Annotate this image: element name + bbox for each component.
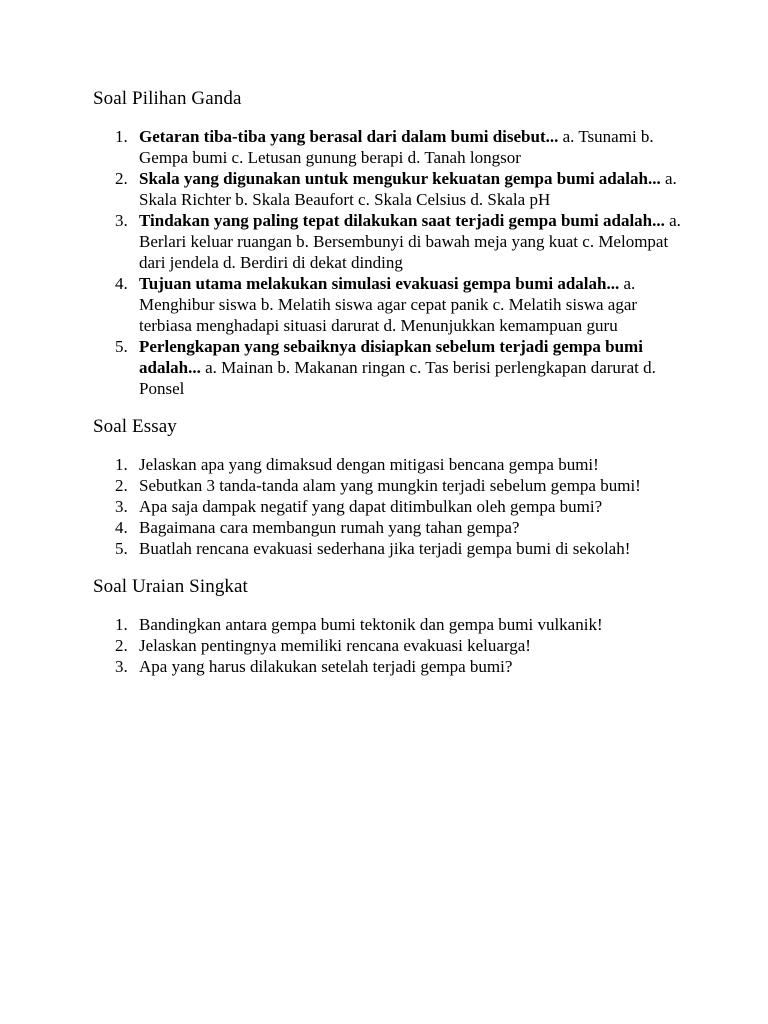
section-heading-essay: Soal Essay: [93, 416, 177, 437]
question-stem: Tindakan yang paling tepat dilakukan saat terjadi gempa bumi adalah...: [139, 211, 665, 230]
list-item: [93, 475, 683, 496]
answer-options: a. Menghibur siswa b. Melatih siswa agar cepat panik c. Melatih siswa agar terbiasa menghadapi situasi darurat d. Menunjukkan kemampuan guru: [139, 274, 638, 335]
question-text: Apa yang harus dilakukan setelah terjadi gempa bumi?: [139, 657, 513, 676]
list-item: [93, 614, 683, 635]
list-item: [93, 168, 683, 210]
question-text: Bagaimana cara membangun rumah yang tahan gempa?: [139, 518, 520, 537]
list-item: [93, 517, 683, 538]
answer-options: a. Mainan b. Makanan ringan c. Tas berisi perlengkapan darurat d. Ponsel: [139, 358, 656, 398]
list-item: [93, 210, 683, 273]
list-item: [93, 656, 683, 677]
document-page: [93, 86, 683, 677]
list-item: [93, 635, 683, 656]
question-text: Sebutkan 3 tanda-tanda alam yang mungkin terjadi sebelum gempa bumi!: [139, 476, 641, 495]
item-number: 5.: [115, 337, 128, 356]
answer-options: a. Skala Richter b. Skala Beaufort c. Skala Celsius d. Skala pH: [139, 169, 677, 209]
list-item: [93, 538, 683, 559]
section-spacer: [93, 399, 683, 414]
question-text: Jelaskan pentingnya memiliki rencana evakuasi keluarga!: [139, 636, 531, 655]
question-text: Apa saja dampak negatif yang dapat ditimbulkan oleh gempa bumi?: [139, 497, 603, 516]
item-number: 3.: [115, 211, 128, 230]
short-answer-list: [93, 614, 683, 677]
list-item: [93, 496, 683, 517]
item-number: 2.: [115, 476, 128, 495]
answer-options: a. Berlari keluar ruangan b. Bersembunyi di bawah meja yang kuat c. Melompat dari jendela d. Berdiri di dekat dinding: [139, 211, 681, 272]
multiple-choice-list: [93, 126, 683, 399]
question-text: Buatlah rencana evakuasi sederhana jika terjadi gempa bumi di sekolah!: [139, 539, 631, 558]
question-stem: Skala yang digunakan untuk mengukur kekuatan gempa bumi adalah...: [139, 169, 661, 188]
question-stem: Tujuan utama melakukan simulasi evakuasi gempa bumi adalah...: [139, 274, 620, 293]
item-number: 1.: [115, 455, 128, 474]
question-stem: Perlengkapan yang sebaiknya disiapkan sebelum terjadi gempa bumi adalah...: [139, 337, 643, 377]
item-number: 5.: [115, 539, 128, 558]
essay-list: [93, 454, 683, 559]
item-number: 4.: [115, 274, 128, 293]
list-item: [93, 126, 683, 168]
list-item: [93, 273, 683, 336]
question-stem: Getaran tiba-tiba yang berasal dari dalam bumi disebut...: [139, 127, 559, 146]
item-number: 4.: [115, 518, 128, 537]
item-number: 3.: [115, 497, 128, 516]
question-text: Bandingkan antara gempa bumi tektonik dan gempa bumi vulkanik!: [139, 615, 603, 634]
item-number: 1.: [115, 127, 128, 146]
answer-options: a. Tsunami b. Gempa bumi c. Letusan gunung berapi d. Tanah longsor: [139, 127, 654, 167]
section-heading-multiple-choice: Soal Pilihan Ganda: [93, 88, 242, 109]
list-item: [93, 454, 683, 475]
question-text: Jelaskan apa yang dimaksud dengan mitigasi bencana gempa bumi!: [139, 455, 599, 474]
item-number: 2.: [115, 169, 128, 188]
section-heading-short-answer: Soal Uraian Singkat: [93, 576, 248, 597]
section-spacer: [93, 559, 683, 574]
item-number: 1.: [115, 615, 128, 634]
item-number: 2.: [115, 636, 128, 655]
list-item: [93, 336, 683, 399]
item-number: 3.: [115, 657, 128, 676]
